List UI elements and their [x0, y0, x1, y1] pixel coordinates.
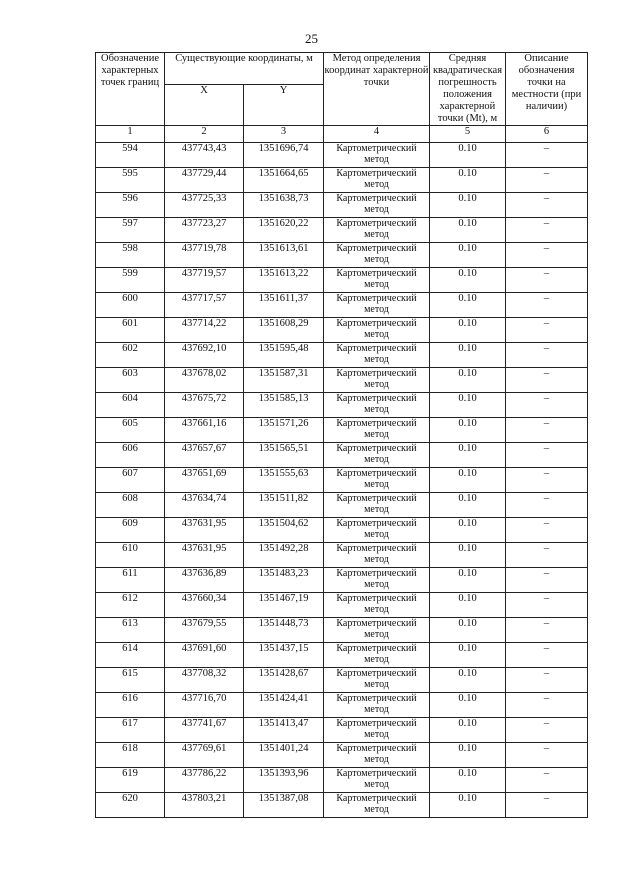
mean-error-cell: 0.10 [430, 693, 506, 718]
column-number: 3 [244, 126, 324, 143]
description-cell: – [506, 493, 588, 518]
x-coordinate-cell: 437675,72 [165, 393, 244, 418]
table-body [96, 143, 588, 818]
y-coordinate-cell: 1351585,13 [244, 393, 324, 418]
table-row [96, 543, 588, 568]
method-cell: Картометрический метод [324, 268, 430, 293]
point-id-cell: 617 [96, 718, 165, 743]
y-coordinate-cell: 1351492,28 [244, 543, 324, 568]
mean-error-cell: 0.10 [430, 218, 506, 243]
y-coordinate-cell: 1351483,23 [244, 568, 324, 593]
table-row [96, 193, 588, 218]
x-coordinate-cell: 437741,67 [165, 718, 244, 743]
point-id-cell: 598 [96, 243, 165, 268]
description-cell: – [506, 693, 588, 718]
x-coordinate-cell: 437636,89 [165, 568, 244, 593]
table-row [96, 593, 588, 618]
y-coordinate-cell: 1351571,26 [244, 418, 324, 443]
method-cell: Картометрический метод [324, 518, 430, 543]
description-cell: – [506, 218, 588, 243]
y-coordinate-cell: 1351638,73 [244, 193, 324, 218]
description-cell: – [506, 643, 588, 668]
y-coordinate-cell: 1351555,63 [244, 468, 324, 493]
method-cell: Картометрический метод [324, 743, 430, 768]
point-id-cell: 600 [96, 293, 165, 318]
mean-error-cell: 0.10 [430, 143, 506, 168]
table-row [96, 393, 588, 418]
y-coordinate-cell: 1351413,47 [244, 718, 324, 743]
header-x: X [165, 85, 244, 126]
description-cell: – [506, 343, 588, 368]
method-cell: Картометрический метод [324, 793, 430, 818]
point-id-cell: 612 [96, 593, 165, 618]
mean-error-cell: 0.10 [430, 743, 506, 768]
mean-error-cell: 0.10 [430, 168, 506, 193]
method-cell: Картометрический метод [324, 243, 430, 268]
method-cell: Картометрический метод [324, 768, 430, 793]
mean-error-cell: 0.10 [430, 293, 506, 318]
point-id-cell: 609 [96, 518, 165, 543]
table-row [96, 243, 588, 268]
description-cell: – [506, 393, 588, 418]
y-coordinate-cell: 1351613,61 [244, 243, 324, 268]
y-coordinate-cell: 1351664,65 [244, 168, 324, 193]
point-id-cell: 596 [96, 193, 165, 218]
y-coordinate-cell: 1351511,82 [244, 493, 324, 518]
point-id-cell: 619 [96, 768, 165, 793]
header-point-label: Обозначение характерных точек границ [96, 53, 165, 126]
point-id-cell: 603 [96, 368, 165, 393]
point-id-cell: 610 [96, 543, 165, 568]
point-id-cell: 607 [96, 468, 165, 493]
y-coordinate-cell: 1351467,19 [244, 593, 324, 618]
point-id-cell: 618 [96, 743, 165, 768]
y-coordinate-cell: 1351611,37 [244, 293, 324, 318]
table-row [96, 668, 588, 693]
mean-error-cell: 0.10 [430, 368, 506, 393]
description-cell: – [506, 568, 588, 593]
column-number: 4 [324, 126, 430, 143]
header-method: Метод определения координат характерной точки [324, 53, 430, 126]
description-cell: – [506, 143, 588, 168]
page-number: 25 [305, 31, 318, 46]
table-row [96, 793, 588, 818]
description-cell: – [506, 593, 588, 618]
point-id-cell: 616 [96, 693, 165, 718]
column-number: 5 [430, 126, 506, 143]
method-cell: Картометрический метод [324, 568, 430, 593]
table-row [96, 293, 588, 318]
mean-error-cell: 0.10 [430, 518, 506, 543]
mean-error-cell: 0.10 [430, 493, 506, 518]
description-cell: – [506, 618, 588, 643]
description-cell: – [506, 718, 588, 743]
x-coordinate-cell: 437660,34 [165, 593, 244, 618]
x-coordinate-cell: 437657,67 [165, 443, 244, 468]
x-coordinate-cell: 437769,61 [165, 743, 244, 768]
method-cell: Картометрический метод [324, 193, 430, 218]
x-coordinate-cell: 437708,32 [165, 668, 244, 693]
table-row [96, 143, 588, 168]
mean-error-cell: 0.10 [430, 193, 506, 218]
description-cell: – [506, 193, 588, 218]
table-row [96, 318, 588, 343]
table-row [96, 468, 588, 493]
method-cell: Картометрический метод [324, 693, 430, 718]
table-row [96, 443, 588, 468]
description-cell: – [506, 768, 588, 793]
mean-error-cell: 0.10 [430, 668, 506, 693]
table-row [96, 368, 588, 393]
description-cell: – [506, 668, 588, 693]
x-coordinate-cell: 437631,95 [165, 543, 244, 568]
point-id-cell: 608 [96, 493, 165, 518]
x-coordinate-cell: 437725,33 [165, 193, 244, 218]
y-coordinate-cell: 1351393,96 [244, 768, 324, 793]
x-coordinate-cell: 437716,70 [165, 693, 244, 718]
mean-error-cell: 0.10 [430, 443, 506, 468]
x-coordinate-cell: 437717,57 [165, 293, 244, 318]
point-id-cell: 595 [96, 168, 165, 193]
table-row [96, 643, 588, 668]
method-cell: Картометрический метод [324, 343, 430, 368]
x-coordinate-cell: 437692,10 [165, 343, 244, 368]
mean-error-cell: 0.10 [430, 268, 506, 293]
description-cell: – [506, 743, 588, 768]
mean-error-cell: 0.10 [430, 343, 506, 368]
x-coordinate-cell: 437631,95 [165, 518, 244, 543]
y-coordinate-cell: 1351587,31 [244, 368, 324, 393]
method-cell: Картометрический метод [324, 493, 430, 518]
description-cell: – [506, 543, 588, 568]
x-coordinate-cell: 437714,22 [165, 318, 244, 343]
description-cell: – [506, 318, 588, 343]
description-cell: – [506, 418, 588, 443]
point-id-cell: 594 [96, 143, 165, 168]
header-mean-error: Средняя квадратическая погрешность положения характерной точки (Mt), м [430, 53, 506, 126]
point-id-cell: 602 [96, 343, 165, 368]
method-cell: Картометрический метод [324, 218, 430, 243]
description-cell: – [506, 293, 588, 318]
method-cell: Картометрический метод [324, 643, 430, 668]
mean-error-cell: 0.10 [430, 468, 506, 493]
coordinates-table [95, 52, 588, 818]
table-row [96, 343, 588, 368]
table-row [96, 618, 588, 643]
mean-error-cell: 0.10 [430, 593, 506, 618]
y-coordinate-cell: 1351608,29 [244, 318, 324, 343]
x-coordinate-cell: 437679,55 [165, 618, 244, 643]
method-cell: Картометрический метод [324, 318, 430, 343]
x-coordinate-cell: 437651,69 [165, 468, 244, 493]
method-cell: Картометрический метод [324, 168, 430, 193]
mean-error-cell: 0.10 [430, 393, 506, 418]
table-row [96, 768, 588, 793]
method-cell: Картометрический метод [324, 368, 430, 393]
point-id-cell: 611 [96, 568, 165, 593]
point-id-cell: 597 [96, 218, 165, 243]
y-coordinate-cell: 1351428,67 [244, 668, 324, 693]
mean-error-cell: 0.10 [430, 418, 506, 443]
mean-error-cell: 0.10 [430, 568, 506, 593]
y-coordinate-cell: 1351448,73 [244, 618, 324, 643]
table-row [96, 168, 588, 193]
table-row [96, 493, 588, 518]
header-y: Y [244, 85, 324, 126]
method-cell: Картометрический метод [324, 418, 430, 443]
point-id-cell: 615 [96, 668, 165, 693]
y-coordinate-cell: 1351595,48 [244, 343, 324, 368]
description-cell: – [506, 268, 588, 293]
y-coordinate-cell: 1351437,15 [244, 643, 324, 668]
point-id-cell: 620 [96, 793, 165, 818]
method-cell: Картометрический метод [324, 668, 430, 693]
description-cell: – [506, 468, 588, 493]
table-row [96, 518, 588, 543]
header-coordinates: Существующие координаты, м [165, 53, 324, 85]
mean-error-cell: 0.10 [430, 793, 506, 818]
point-id-cell: 614 [96, 643, 165, 668]
method-cell: Картометрический метод [324, 393, 430, 418]
method-cell: Картометрический метод [324, 468, 430, 493]
description-cell: – [506, 443, 588, 468]
mean-error-cell: 0.10 [430, 318, 506, 343]
method-cell: Картометрический метод [324, 618, 430, 643]
point-id-cell: 606 [96, 443, 165, 468]
method-cell: Картометрический метод [324, 718, 430, 743]
y-coordinate-cell: 1351424,41 [244, 693, 324, 718]
mean-error-cell: 0.10 [430, 618, 506, 643]
x-coordinate-cell: 437719,57 [165, 268, 244, 293]
y-coordinate-cell: 1351696,74 [244, 143, 324, 168]
x-coordinate-cell: 437729,44 [165, 168, 244, 193]
x-coordinate-cell: 437719,78 [165, 243, 244, 268]
description-cell: – [506, 168, 588, 193]
y-coordinate-cell: 1351401,24 [244, 743, 324, 768]
x-coordinate-cell: 437723,27 [165, 218, 244, 243]
method-cell: Картометрический метод [324, 593, 430, 618]
table-header [96, 53, 588, 143]
mean-error-cell: 0.10 [430, 768, 506, 793]
x-coordinate-cell: 437743,43 [165, 143, 244, 168]
table-row [96, 568, 588, 593]
point-id-cell: 601 [96, 318, 165, 343]
description-cell: – [506, 793, 588, 818]
x-coordinate-cell: 437691,60 [165, 643, 244, 668]
y-coordinate-cell: 1351620,22 [244, 218, 324, 243]
mean-error-cell: 0.10 [430, 243, 506, 268]
method-cell: Картометрический метод [324, 543, 430, 568]
y-coordinate-cell: 1351504,62 [244, 518, 324, 543]
point-id-cell: 605 [96, 418, 165, 443]
column-number: 2 [165, 126, 244, 143]
column-number: 6 [506, 126, 588, 143]
table-row [96, 218, 588, 243]
y-coordinate-cell: 1351565,51 [244, 443, 324, 468]
point-id-cell: 604 [96, 393, 165, 418]
x-coordinate-cell: 437634,74 [165, 493, 244, 518]
x-coordinate-cell: 437661,16 [165, 418, 244, 443]
point-id-cell: 599 [96, 268, 165, 293]
point-id-cell: 613 [96, 618, 165, 643]
description-cell: – [506, 368, 588, 393]
description-cell: – [506, 243, 588, 268]
mean-error-cell: 0.10 [430, 643, 506, 668]
column-number: 1 [96, 126, 165, 143]
description-cell: – [506, 518, 588, 543]
mean-error-cell: 0.10 [430, 543, 506, 568]
mean-error-cell: 0.10 [430, 718, 506, 743]
x-coordinate-cell: 437786,22 [165, 768, 244, 793]
method-cell: Картометрический метод [324, 143, 430, 168]
y-coordinate-cell: 1351387,08 [244, 793, 324, 818]
header-description: Описание обозначения точки на местности (при наличии) [506, 53, 588, 126]
x-coordinate-cell: 437678,02 [165, 368, 244, 393]
table-row [96, 268, 588, 293]
table-row [96, 418, 588, 443]
table-row [96, 718, 588, 743]
y-coordinate-cell: 1351613,22 [244, 268, 324, 293]
method-cell: Картометрический метод [324, 443, 430, 468]
table-row [96, 693, 588, 718]
table-row [96, 743, 588, 768]
method-cell: Картометрический метод [324, 293, 430, 318]
x-coordinate-cell: 437803,21 [165, 793, 244, 818]
